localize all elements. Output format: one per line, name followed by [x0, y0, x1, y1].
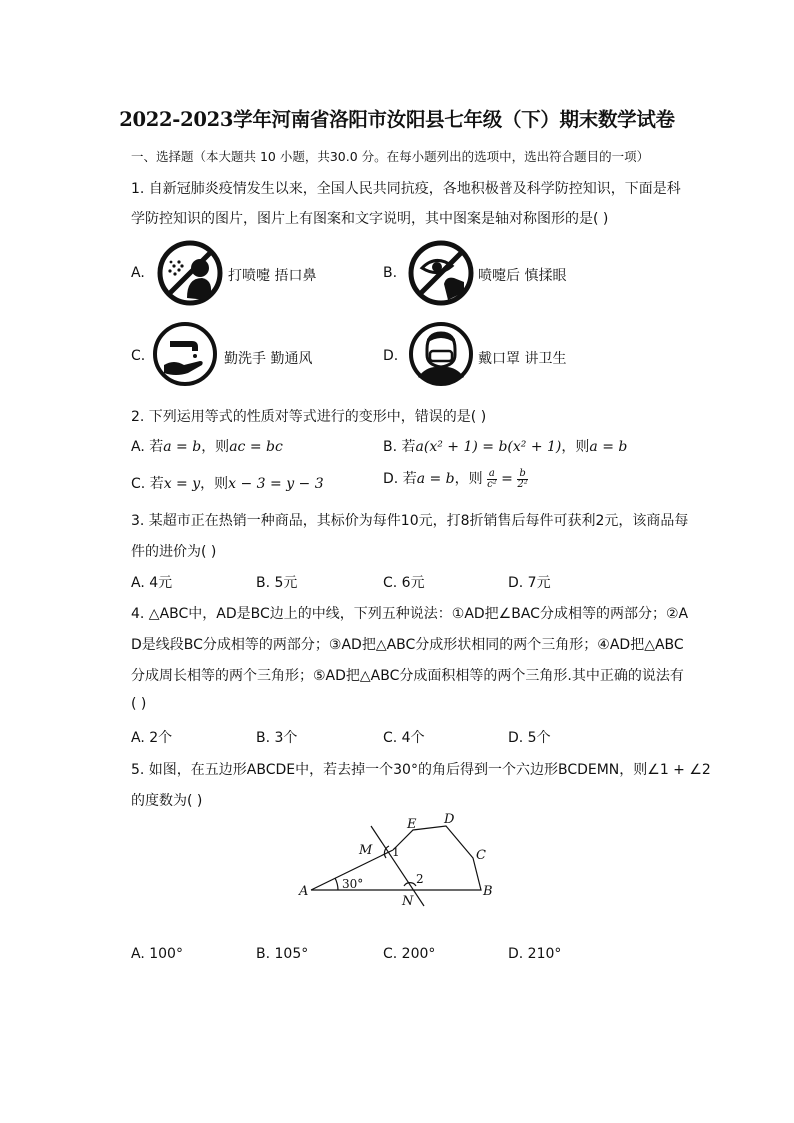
q3-option-c: C. 6元 — [383, 575, 425, 591]
q5-option-d: D. 210° — [508, 946, 562, 962]
q5-option-c: C. 200° — [383, 946, 436, 962]
eye-rub-prohibited-icon — [408, 240, 474, 306]
q3-stem-line1: 3. 某超市正在热销一种商品，其标价为每件10元，打8折销售后每件可获利2元，该商品每 — [131, 513, 689, 529]
q5-option-a: A. 100° — [131, 946, 183, 962]
q5-stem-line1: 5. 如图，在五边形ABCDE中，若去掉一个30°的角后得到一个六边形BCDEMN，则∠1 + ∠2 — [131, 762, 711, 778]
q3-option-d: D. 7元 — [508, 575, 551, 591]
q5-option-b: B. 105° — [256, 946, 309, 962]
label-b: B — [483, 884, 493, 899]
q5-stem-line2: 的度数为( ) — [131, 793, 203, 809]
q2-option-d: D. 若a = b，则 $\frac{a}{\text{c²}}$ = $\frac{b}{\text{2²}}$ — [383, 467, 528, 490]
pentagon-figure — [290, 808, 510, 908]
label-n: N — [402, 894, 414, 908]
q4-stem-line4: ( ) — [131, 696, 147, 712]
angle-2-label: 2 — [416, 872, 424, 886]
q3-stem-line2: 件的进价为( ) — [131, 544, 217, 560]
q1-option-c-label: 勤洗手 勤通风 — [224, 351, 313, 367]
q1-option-d-letter: D. — [383, 348, 399, 364]
q1-option-a-letter: A. — [131, 265, 145, 281]
q4-stem-line2: D是线段BC分成相等的两部分；③AD把△ABC分成形状相同的两个三角形；④AD把△ABC — [131, 637, 684, 653]
q1-option-d-label: 戴口罩 讲卫生 — [478, 351, 567, 367]
face-mask-icon — [408, 321, 474, 387]
sneeze-prohibited-icon — [157, 240, 223, 306]
q1-option-b-label: 喷嚏后 慎揉眼 — [478, 268, 567, 284]
angle-1-label: 1 — [392, 845, 400, 859]
label-m: M — [359, 843, 373, 858]
q2-option-b: B. 若a(x² + 1) = b(x² + 1)，则a = b — [383, 439, 628, 455]
q2-option-a: A. 若a = b，则ac = bc — [131, 439, 283, 455]
angle-30-label: 30° — [342, 877, 364, 891]
q3-option-a: A. 4元 — [131, 575, 173, 591]
q4-option-a: A. 2个 — [131, 730, 173, 746]
label-e: E — [407, 817, 417, 832]
q1-option-c-letter: C. — [131, 348, 146, 364]
q4-option-b: B. 3个 — [256, 730, 298, 746]
fraction-a-over-c2: $\frac{a}{\text{c²}}$ — [487, 467, 497, 490]
page-title: 2022-2023学年河南省洛阳市汝阳县七年级（下）期末数学试卷 — [119, 108, 675, 131]
q4-option-d: D. 5个 — [508, 730, 551, 746]
q2-stem: 2. 下列运用等式的性质对等式进行的变形中，错误的是( ) — [131, 409, 487, 425]
section-heading: 一、选择题（本大题共 10 小题，共30.0 分。在每小题列出的选项中，选出符合题目的一项） — [131, 149, 650, 164]
label-a: A — [299, 884, 309, 899]
q2-option-c: C. 若x = y，则x − 3 = y − 3 — [131, 476, 324, 492]
q1-option-a-label: 打喷嚏 捂口鼻 — [228, 268, 317, 284]
q1-stem-line2: 学防控知识的图片，图片上有图案和文字说明，其中图案是轴对称图形的是( ) — [131, 211, 609, 227]
q4-stem-line1: 4. △ABC中，AD是BC边上的中线，下列五种说法：①AD把∠BAC分成相等的两部分；②A — [131, 606, 689, 622]
label-c: C — [476, 848, 486, 863]
q3-option-b: B. 5元 — [256, 575, 298, 591]
q4-option-c: C. 4个 — [383, 730, 425, 746]
fraction-b-over-2sq: $\frac{b}{\text{2²}}$ — [517, 467, 528, 490]
hand-wash-icon — [152, 321, 218, 387]
q1-option-b-letter: B. — [383, 265, 398, 281]
q1-stem-line1: 1. 自新冠肺炎疫情发生以来，全国人民共同抗疫，各地积极普及科学防控知识，下面是科 — [131, 181, 681, 197]
q4-stem-line3: 分成周长相等的两个三角形；⑤AD把△ABC分成面积相等的两个三角形.其中正确的说法有 — [131, 668, 684, 684]
label-d: D — [444, 812, 455, 827]
